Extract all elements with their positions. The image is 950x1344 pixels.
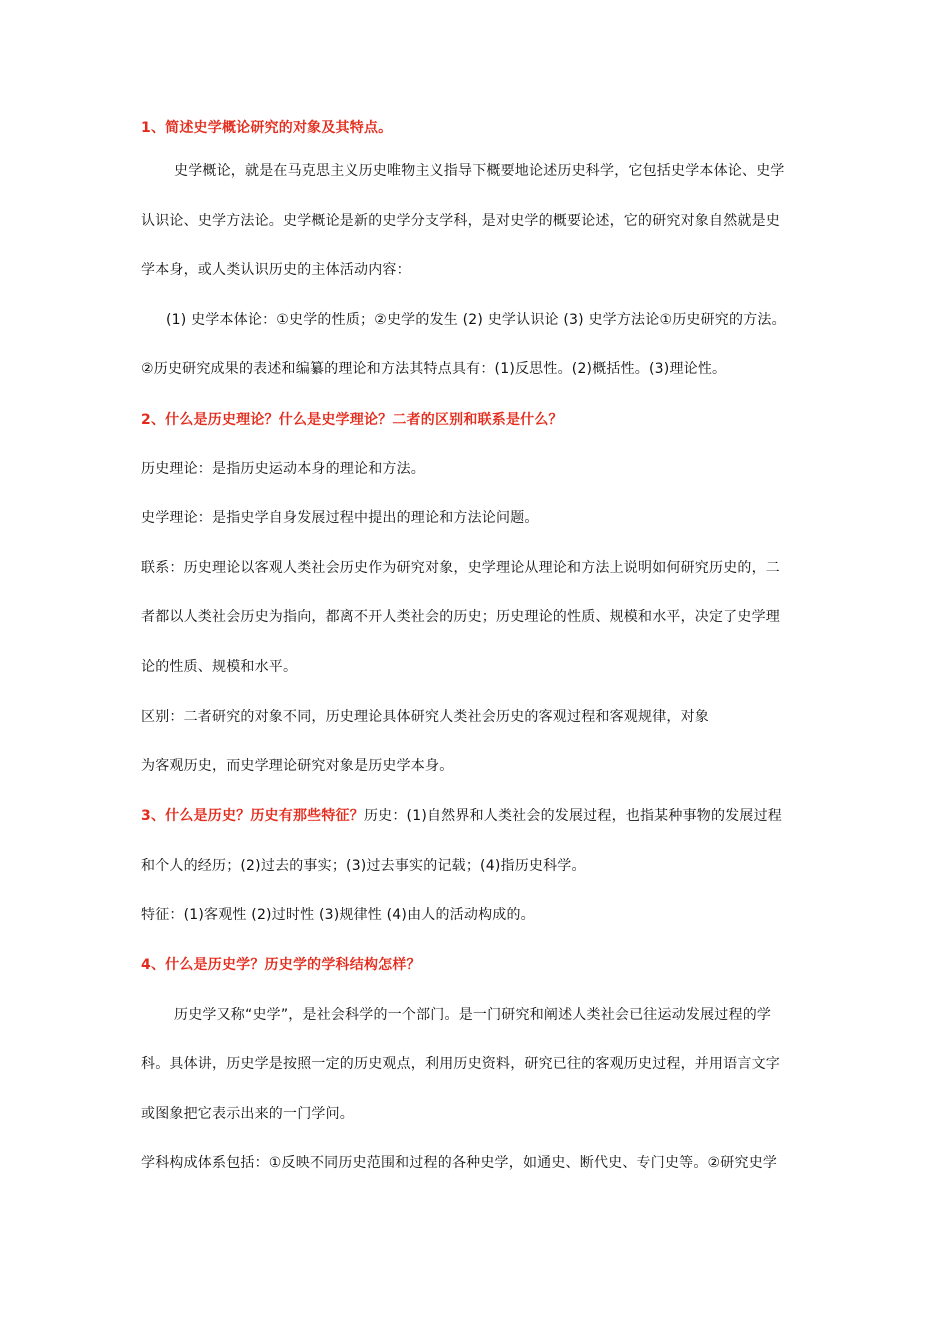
section-3-line-1: 和个人的经历；(2)过去的事实；(3)过去事实的记载；(4)指历史科学。 (141, 858, 586, 874)
section-2-heading: 2、什么是历史理论？什么是史学理论？二者的区别和联系是什么？ (141, 412, 563, 428)
section-1-line-3: 学本身，或人类认识历史的主体活动内容： (141, 262, 411, 278)
section-2-line-6: 区别：二者研究的对象不同，历史理论具体研究人类社会历史的客观过程和客观规律，对象 (141, 709, 709, 725)
section-3-line-2: 特征：(1)客观性 (2)过时性 (3)规律性 (4)由人的活动构成的。 (141, 907, 535, 923)
section-4-line-1: 历史学又称“史学”，是社会科学的一个部门。是一门研究和阐述人类社会已往运动发展过程的学 (174, 1007, 772, 1023)
section-2-line-4: 者都以人类社会历史为指向，都离不开人类社会的历史；历史理论的性质、规模和水平，决定了史学理 (141, 609, 780, 625)
section-1-line-2: 认识论、史学方法论。史学概论是新的史学分支学科，是对史学的概要论述，它的研究对象自然就是史 (141, 213, 780, 229)
section-2-line-3: 联系：历史理论以客观人类社会历史作为研究对象，史学理论从理论和方法上说明如何研究历史的，二 (141, 560, 780, 576)
section-1-line-5: ②历史研究成果的表述和编纂的理论和方法其特点具有：(1)反思性。(2)概括性。(3)理论性。 (141, 361, 727, 377)
section-2-line-1: 历史理论：是指历史运动本身的理论和方法。 (141, 461, 425, 477)
section-4-line-4: 学科构成体系包括：①反映不同历史范围和过程的各种史学，如通史、断代史、专门史等。②研究史学 (141, 1155, 778, 1171)
section-2-line-2: 史学理论：是指史学自身发展过程中提出的理论和方法论问题。 (141, 510, 539, 526)
section-3-heading: 3、什么是历史？历史有那些特征？ (141, 808, 364, 824)
section-2-line-5: 论的性质、规模和水平。 (141, 659, 298, 675)
section-1-line-4: (1) 史学本体论：①史学的性质；②史学的发生 (2) 史学认识论 (3) 史学方法论①历史研究的方法。 (166, 312, 786, 328)
section-3-heading-tail: 历史：(1)自然界和人类社会的发展过程，也指某种事物的发展过程 (363, 808, 782, 824)
section-4-heading: 4、什么是历史学？历史学的学科结构怎样？ (141, 957, 421, 973)
section-1-heading: 1、简述史学概论研究的对象及其特点。 (141, 120, 393, 136)
section-1-line-1: 史学概论，就是在马克思主义历史唯物主义指导下概要地论述历史科学，它包括史学本体论、史学 (174, 163, 785, 179)
section-4-line-3: 或图象把它表示出来的一门学问。 (141, 1106, 354, 1122)
section-2-line-7: 为客观历史，而史学理论研究对象是历史学本身。 (141, 758, 454, 774)
section-3-heading-line (141, 806, 821, 826)
section-4-line-2: 科。具体讲，历史学是按照一定的历史观点，利用历史资料，研究已往的客观历史过程，并用语言文字 (141, 1056, 780, 1072)
